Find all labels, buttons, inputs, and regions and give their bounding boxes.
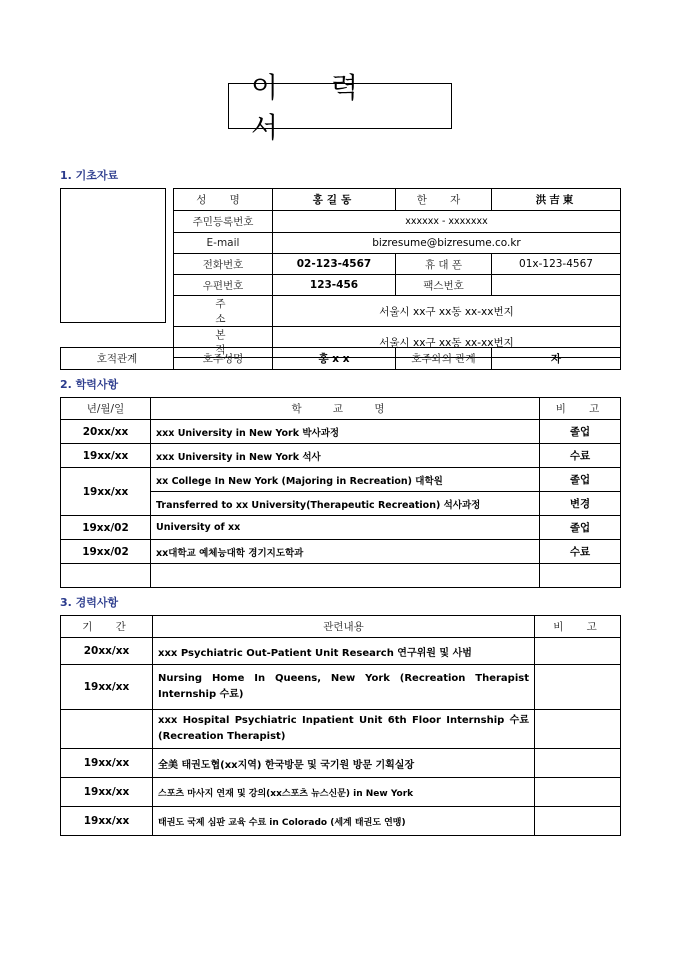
family-label: 호적관계 [61,348,174,370]
head-name-label: 호주성명 [174,348,273,370]
id-label: 주민등록번호 [174,211,273,233]
document-title: 이 력 서 [251,71,380,144]
table-row-period: 19xx/xx [61,778,153,807]
section-education-heading: 2. 학력사항 [60,378,119,391]
table-row-note [535,749,621,778]
table-row-school: xxx University in New York 박사과정 [151,420,540,444]
phone-label: 전화번호 [174,254,273,275]
table-row-date: 19xx/02 [61,540,151,564]
zip-value: 123-456 [273,275,396,296]
email-value: bizresume@bizresume.co.kr [273,233,621,254]
table-row-note: 졸업 [540,468,621,492]
table-row-note [535,665,621,710]
origin-value: 서울시 xx구 xx동 xx-xx번지 [273,327,621,358]
table-row-note: 졸업 [540,516,621,540]
table-row-date [61,564,151,588]
table-row-date: 20xx/xx [61,420,151,444]
document-title-box [228,71,452,144]
edu-header-school: 학 교 명 [151,398,540,420]
email-label: E-mail [174,233,273,254]
edu-header-date: 년/월/일 [61,398,151,420]
edu-header-note: 비 고 [540,398,621,420]
head-name-value: 홍 x x [273,348,396,370]
section-career-heading: 3. 경력사항 [60,596,119,609]
id-value: xxxxxx - xxxxxxx [273,211,621,233]
table-row-note: 졸업 [540,420,621,444]
hanja-value: 洪吉東 [492,189,621,211]
education-table [60,397,621,588]
table-row-school [151,564,540,588]
address-value: 서울시 xx구 xx동 xx-xx번지 [273,296,621,327]
table-row-note: 수료 [540,540,621,564]
hanja-label: 한 자 [396,189,492,211]
table-row-content: xxx Hospital Psychiatric Inpatient Unit 6th Floor Internship 수료 (Recreation Therapist) [153,710,535,749]
fax-value [492,275,621,296]
mobile-label: 휴 대 폰 [396,254,492,275]
basic-info-table [173,188,621,358]
head-relation-label: 호주와의 관계 [396,348,492,370]
career-header-content: 관련내용 [153,616,535,638]
family-relation-table [60,347,621,370]
name-label: 성 명 [174,189,273,211]
table-row-note [535,638,621,665]
zip-label: 우편번호 [174,275,273,296]
name-value: 홍길동 [273,189,396,211]
table-row-period: 19xx/xx [61,749,153,778]
table-row-content: 태권도 국제 심판 교육 수료 in Colorado (세계 태권도 연맹) [153,807,535,836]
table-row-period: 20xx/xx [61,638,153,665]
table-row-date: 19xx/xx [61,444,151,468]
table-row-date: 19xx/02 [61,516,151,540]
table-row-note [535,710,621,749]
table-row-school: xx College In New York (Majoring in Recreation) 대학원 [151,468,540,492]
table-row-period: 19xx/xx [61,807,153,836]
table-row-content: 스포츠 마사지 연재 및 강의(xx스포츠 뉴스신문) in New York [153,778,535,807]
career-table [60,615,621,836]
photo-box [60,188,166,323]
table-row-content: xxx Psychiatric Out-Patient Unit Research 연구위원 및 사범 [153,638,535,665]
table-row-content: Nursing Home In Queens, New York (Recreation Therapist Internship 수료) [153,665,535,710]
section-basic-heading: 1. 기초자료 [60,169,119,182]
address-label: 주 소 [174,296,273,327]
table-row-school: xx대학교 예체능대학 경기지도학과 [151,540,540,564]
mobile-value: 01x-123-4567 [492,254,621,275]
table-row-school: University of xx [151,516,540,540]
table-row-school: Transferred to xx University(Therapeutic Recreation) 석사과정 [151,492,540,516]
table-row-period [61,710,153,749]
fax-label: 팩스번호 [396,275,492,296]
table-row-note [540,564,621,588]
head-relation-value: 자 [492,348,621,370]
career-header-period: 기 간 [61,616,153,638]
phone-value: 02-123-4567 [273,254,396,275]
table-row-note: 수료 [540,444,621,468]
table-row-note: 변경 [540,492,621,516]
origin-label: 본 적 [174,327,273,358]
table-row-period: 19xx/xx [61,665,153,710]
table-row-note [535,807,621,836]
table-row-school: xxx University in New York 석사 [151,444,540,468]
table-row-content: 全美 태권도협(xx지역) 한국방문 및 국기원 방문 기획실장 [153,749,535,778]
career-header-note: 비 고 [535,616,621,638]
table-row-note [535,778,621,807]
table-row-date: 19xx/xx [61,468,151,516]
